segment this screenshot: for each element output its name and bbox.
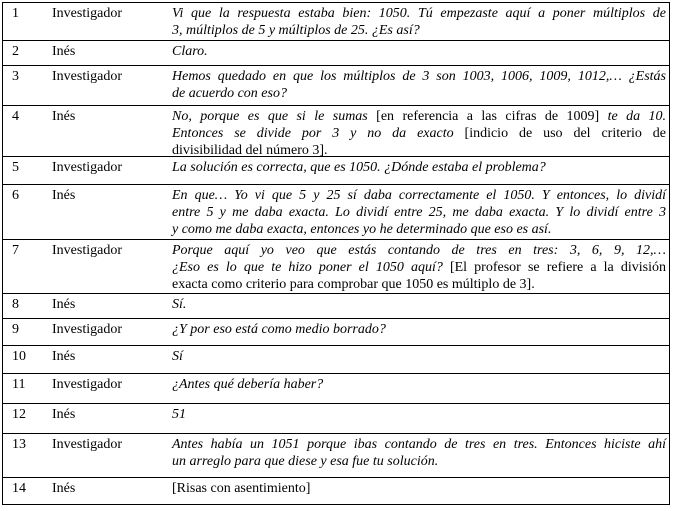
utterance-line	[172, 276, 666, 293]
turn-number: 12	[12, 407, 26, 422]
spoken-text: Claro.	[172, 44, 208, 59]
utterance	[172, 68, 666, 102]
utterance-line	[172, 125, 666, 142]
table-row	[3, 240, 669, 294]
table-row	[3, 374, 669, 404]
turn-number: 13	[12, 437, 26, 452]
utterance	[172, 187, 666, 238]
utterance-line	[172, 376, 666, 393]
table-row	[3, 106, 669, 157]
utterance-line	[172, 108, 666, 125]
table-row	[3, 434, 669, 478]
utterance-line	[172, 85, 666, 102]
utterance-line	[172, 204, 666, 221]
annotation-text: divisibilidad del número 3].	[172, 143, 328, 158]
turn-number: 2	[12, 44, 19, 59]
speaker-name: Inés	[52, 481, 76, 496]
turn-number: 14	[12, 481, 26, 496]
utterance-line	[172, 348, 666, 365]
speaker-name: Investigador	[52, 6, 122, 21]
utterance-line	[172, 480, 666, 497]
annotation-text: [en referencia a las cifras de 1009]	[376, 109, 600, 124]
table-row	[3, 41, 669, 66]
speaker-name: Investigador	[52, 69, 122, 84]
utterance-line	[172, 68, 666, 85]
table-row	[3, 478, 669, 506]
table-row	[3, 319, 669, 346]
utterance	[172, 159, 666, 176]
table-row	[3, 294, 669, 319]
spoken-text: Porque aquí yo veo que estás contando de tres en tres: 3, 6, 9, 12,…	[172, 243, 666, 258]
turn-number: 3	[12, 69, 19, 84]
table-row	[3, 346, 669, 374]
utterance	[172, 348, 666, 365]
utterance-line	[172, 221, 666, 238]
spoken-text: Sí.	[172, 297, 187, 312]
annotation-text: [indicio de uso del criterio de	[464, 126, 666, 141]
spoken-text: de acuerdo con eso?	[172, 86, 287, 101]
speaker-name: Investigador	[52, 437, 122, 452]
utterance	[172, 376, 666, 393]
spoken-text: La solución es correcta, que es 1050. ¿Dónde estaba el problema?	[172, 160, 546, 175]
utterance-line	[172, 5, 666, 22]
utterance	[172, 321, 666, 338]
spoken-text: un arreglo para que diese y esa fue tu solución.	[172, 454, 439, 469]
utterance-line	[172, 321, 666, 338]
utterance-line	[172, 259, 666, 276]
speaker-name: Inés	[52, 297, 76, 312]
annotation-text: [El profesor se refiere a la división	[449, 260, 666, 275]
turn-number: 9	[12, 322, 19, 337]
table-row	[3, 157, 669, 185]
spoken-text: entre 5 y me daba exacta. Lo dividí entre 25, me daba exacta. Y lo dividí entre 3	[172, 205, 666, 220]
speaker-name: Inés	[52, 44, 76, 59]
speaker-name: Investigador	[52, 377, 122, 392]
utterance-line	[172, 22, 666, 39]
utterance	[172, 436, 666, 470]
speaker-name: Investigador	[52, 243, 122, 258]
spoken-text: 3, múltiplos de 5 y múltiplos de 25. ¿Es así?	[172, 23, 420, 38]
turn-number: 5	[12, 160, 19, 175]
speaker-name: Inés	[52, 188, 76, 203]
turn-number: 7	[12, 243, 19, 258]
utterance	[172, 43, 666, 60]
spoken-text: Antes había un 1051 porque ibas contando de tres en tres. Entonces hiciste ahí	[172, 437, 666, 452]
speaker-name: Investigador	[52, 322, 122, 337]
spoken-text: Hemos quedado en que los múltiplos de 3 son 1003, 1006, 1009, 1012,… ¿Estás	[172, 69, 666, 84]
utterance	[172, 406, 666, 423]
speaker-name: Inés	[52, 407, 76, 422]
utterance-line	[172, 296, 666, 313]
spoken-text: ¿Eso es lo que te hizo poner el 1050 aquí?	[172, 260, 450, 275]
spoken-text: ¿Antes qué debería haber?	[172, 377, 324, 392]
spoken-text: No, porque es que si le sumas	[172, 109, 377, 124]
annotation-text: exacta como criterio para comprobar que 1050 es múltiplo de 3].	[172, 277, 535, 292]
utterance-line	[172, 406, 666, 423]
spoken-text: Sí	[172, 349, 183, 364]
table-row	[3, 66, 669, 106]
turn-number: 4	[12, 109, 19, 124]
utterance-line	[172, 187, 666, 204]
spoken-text: ¿Y por eso está como medio borrado?	[172, 322, 386, 337]
utterance-line	[172, 43, 666, 60]
utterance	[172, 5, 666, 39]
turn-number: 8	[12, 297, 19, 312]
utterance	[172, 480, 666, 497]
utterance-line	[172, 453, 666, 470]
table-row	[3, 3, 669, 41]
turn-number: 11	[12, 377, 26, 392]
annotation-text: [Risas con asentimiento]	[172, 481, 311, 496]
spoken-text: te da 10.	[599, 109, 666, 124]
spoken-text: Entonces se divide por 3 y no da exacto	[172, 126, 465, 141]
speaker-name: Investigador	[52, 160, 122, 175]
spoken-text: En que… Yo vi que 5 y 25 sí daba correctamente el 1050. Y entonces, lo dividí	[172, 188, 666, 203]
spoken-text: y como me daba exacta, entonces yo he determinado que eso es así.	[172, 222, 552, 237]
turn-number: 10	[12, 349, 26, 364]
spoken-text: Vi que la respuesta estaba bien: 1050. Tú empezaste aquí a poner múltiplos de	[172, 6, 666, 21]
table-row	[3, 185, 669, 240]
utterance	[172, 108, 666, 159]
utterance	[172, 296, 666, 313]
spoken-text: 51	[172, 407, 186, 422]
turn-number: 1	[12, 6, 19, 21]
transcript-table	[2, 2, 670, 505]
speaker-name: Inés	[52, 109, 76, 124]
utterance	[172, 242, 666, 293]
utterance-line	[172, 159, 666, 176]
utterance-line	[172, 436, 666, 453]
speaker-name: Inés	[52, 349, 76, 364]
table-row	[3, 404, 669, 434]
turn-number: 6	[12, 188, 19, 203]
utterance-line	[172, 242, 666, 259]
